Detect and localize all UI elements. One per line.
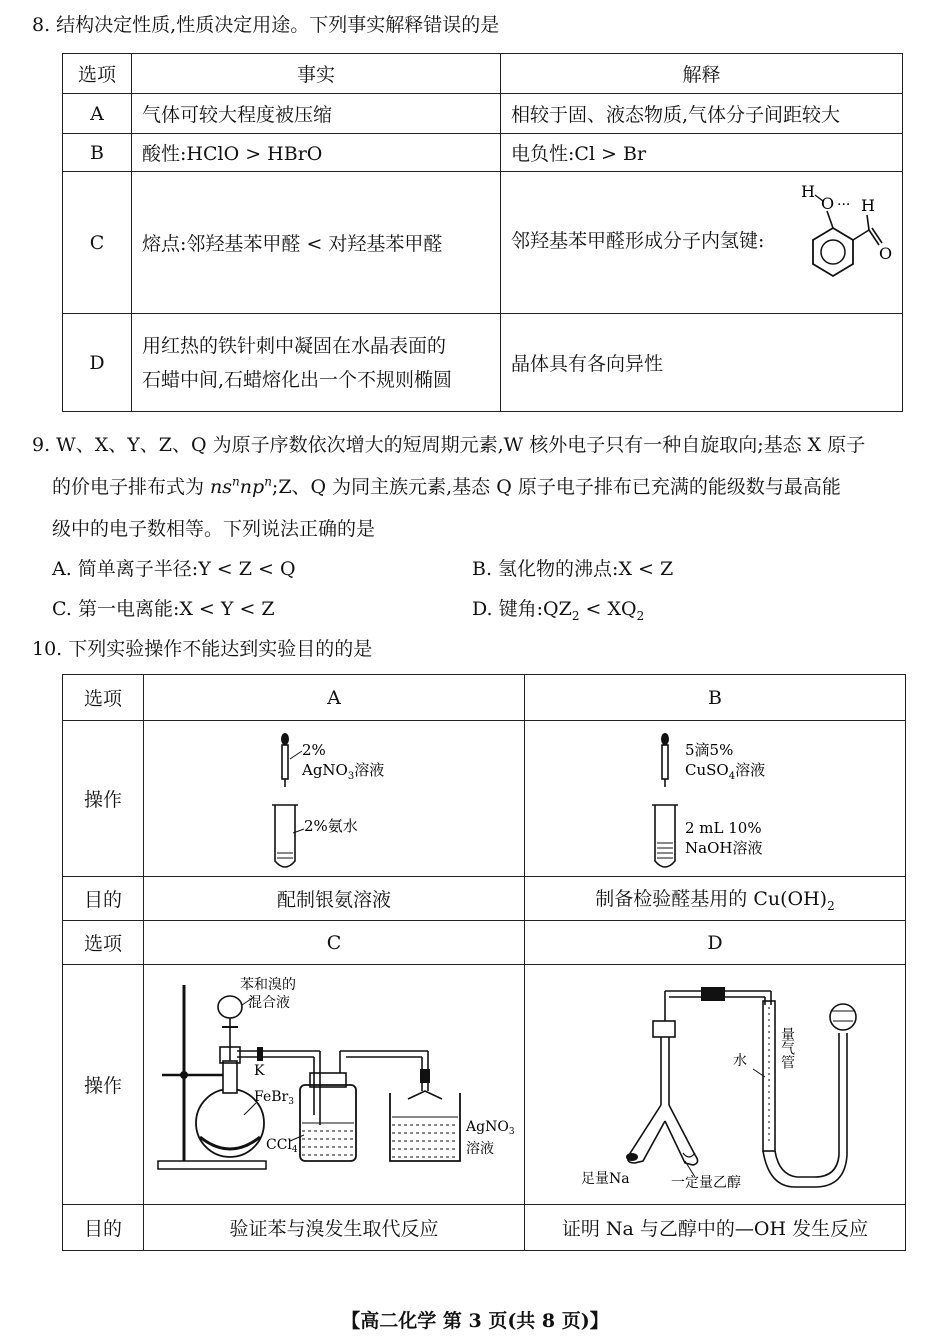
q10-header-a: A xyxy=(144,675,525,721)
q9-line1: 9. W、X、Y、Z、Q 为原子序数依次增大的短周期元素,W 核外电子只有一种自旋取向;基态 X 原子 xyxy=(32,434,866,456)
q8-row-c-fact: 熔点:邻羟基苯甲醛 < 对羟基苯甲醛 xyxy=(132,172,501,314)
q10-header-b: B xyxy=(525,675,906,721)
q8-header-option: 选项 xyxy=(63,54,132,94)
q9-option-c[interactable]: C. 第一电离能:X < Y < Z xyxy=(52,598,275,620)
q8-row-a-fact: 气体可较大程度被压缩 xyxy=(132,94,501,134)
q8-row-d-explanation: 晶体具有各向异性 xyxy=(501,314,903,412)
q9-np-exp: n xyxy=(264,474,272,489)
q10-goal-label-2: 目的 xyxy=(63,1205,144,1251)
b-reagent2-vol: 2 mL 10% xyxy=(685,819,762,837)
q10-b-goal xyxy=(525,877,906,921)
a-reagent1-name: AgNO$_3$溶液 xyxy=(302,761,385,782)
b-reagent1-conc: 5滴5% xyxy=(685,741,734,759)
q8-row-b-fact: 酸性:HClO > HBrO xyxy=(132,134,501,172)
d-ethanol-label: 一定量乙醇 xyxy=(671,1175,741,1191)
q8-row-c-explanation-cell xyxy=(501,172,903,314)
struct-hbond-dots: ··· xyxy=(837,196,851,213)
c-valve-label: K xyxy=(254,1063,265,1079)
q10-b-operation xyxy=(525,721,906,877)
q8-row-d-fact-line1: 用红热的铁针刺中凝固在水晶表面的 xyxy=(142,334,447,357)
c-mix-label-1: 苯和溴的 xyxy=(240,977,296,993)
q8-row-b-option: B xyxy=(63,134,132,172)
d-water-label: 水 xyxy=(733,1053,747,1069)
q9-line2-prefix: 的价电子排布式为 xyxy=(52,476,211,498)
struct-o2-label: O xyxy=(879,243,893,263)
q8-row-d-fact-cell xyxy=(132,314,501,412)
q9-option-d-text: D. 键角:QZ xyxy=(472,598,572,620)
q8-row-a-explanation: 相较于固、液态物质,气体分子间距较大 xyxy=(501,94,903,134)
c-catalyst-label: FeBr$_3$ xyxy=(254,1089,294,1107)
q8-row-c-option: C xyxy=(63,172,132,314)
q10-a-goal: 配制银氨溶液 xyxy=(144,877,525,921)
page-footer: 【高二化学 第 3 页(共 8 页)】 xyxy=(341,1310,609,1332)
q10-header-option-2: 选项 xyxy=(63,921,144,965)
q8-stem: 8. 结构决定性质,性质决定用途。下列事实解释错误的是 xyxy=(32,14,500,36)
salicylaldehyde-structure-icon xyxy=(793,183,903,303)
q9-line3: 级中的电子数相等。下列说法正确的是 xyxy=(52,518,376,540)
q10-header-d: D xyxy=(525,921,906,965)
q9-ns-exp: n xyxy=(232,474,240,489)
c-ccl4-label: CCl$_4$ xyxy=(266,1137,298,1155)
bromination-apparatus-icon xyxy=(144,965,524,1199)
q8-row-d-option: D xyxy=(63,314,132,412)
a-reagent1-conc: 2% xyxy=(302,741,326,759)
q9-line2-suffix: ;Z、Q 为同主族元素,基态 Q 原子电子排布已充满的能级数与最高能 xyxy=(271,476,841,498)
struct-h2-label: H xyxy=(861,195,875,215)
q9-option-d-sub1: 2 xyxy=(571,608,580,623)
d-gas-tube-label: 量气管 xyxy=(779,1027,795,1069)
gas-collection-apparatus-icon xyxy=(525,965,905,1199)
q10-header-option: 选项 xyxy=(63,675,144,721)
b-reagent2-name: NaOH溶液 xyxy=(685,839,763,857)
q8-row-b-explanation: 电负性:Cl > Br xyxy=(501,134,903,172)
q10-goal-label-1: 目的 xyxy=(63,877,144,921)
q8-header-explanation: 解释 xyxy=(501,54,903,94)
struct-o-label: O xyxy=(821,193,835,213)
c-agno3-label: AgNO$_3$ xyxy=(466,1119,515,1137)
q9-option-d-text2: < XQ xyxy=(579,598,637,620)
q8-row-a-option: A xyxy=(63,94,132,134)
q10-c-operation xyxy=(144,965,525,1205)
dropper-testtube-b-icon xyxy=(525,721,905,871)
q10-op-label-2: 操作 xyxy=(63,965,144,1205)
q9-np: np xyxy=(239,476,265,498)
q10-op-label-1: 操作 xyxy=(63,721,144,877)
q8-header-fact: 事实 xyxy=(132,54,501,94)
q10-d-goal: 证明 Na 与乙醇中的—OH 发生反应 xyxy=(525,1205,906,1251)
struct-h-label: H xyxy=(801,182,815,201)
d-sodium-label: 足量Na xyxy=(581,1171,630,1187)
q9-ns: ns xyxy=(210,476,233,498)
q9-option-b[interactable]: B. 氢化物的沸点:X < Z xyxy=(472,558,674,580)
q10-b-goal-text: 制备检验醛基用的 Cu(OH) xyxy=(595,888,828,911)
q9-line2 xyxy=(52,472,841,499)
q10-a-operation xyxy=(144,721,525,877)
q8-row-c-explanation: 邻羟基苯甲醛形成分子内氢键: xyxy=(511,229,765,252)
b-reagent1-name: CuSO$_4$溶液 xyxy=(685,761,766,782)
dropper-testtube-a-icon xyxy=(144,721,524,871)
a-reagent2: 2%氨水 xyxy=(304,817,358,835)
q9-option-a[interactable]: A. 简单离子半径:Y < Z < Q xyxy=(52,558,296,580)
q8-row-d-fact-line2: 石蜡中间,石蜡熔化出一个不规则椭圆 xyxy=(142,368,453,391)
q9-option-d-sub2: 2 xyxy=(636,608,645,623)
c-mix-label-2: 混合液 xyxy=(248,995,290,1011)
c-solution-label: 溶液 xyxy=(466,1141,494,1157)
q10-header-c: C xyxy=(144,921,525,965)
q10-c-goal: 验证苯与溴发生取代反应 xyxy=(144,1205,525,1251)
q10-b-goal-sub: 2 xyxy=(827,898,835,913)
q9-option-d[interactable] xyxy=(472,594,644,623)
q10-stem: 10. 下列实验操作不能达到实验目的的是 xyxy=(32,638,373,660)
q10-d-operation xyxy=(525,965,906,1205)
q10-table xyxy=(62,674,906,1251)
q8-table xyxy=(62,53,903,412)
